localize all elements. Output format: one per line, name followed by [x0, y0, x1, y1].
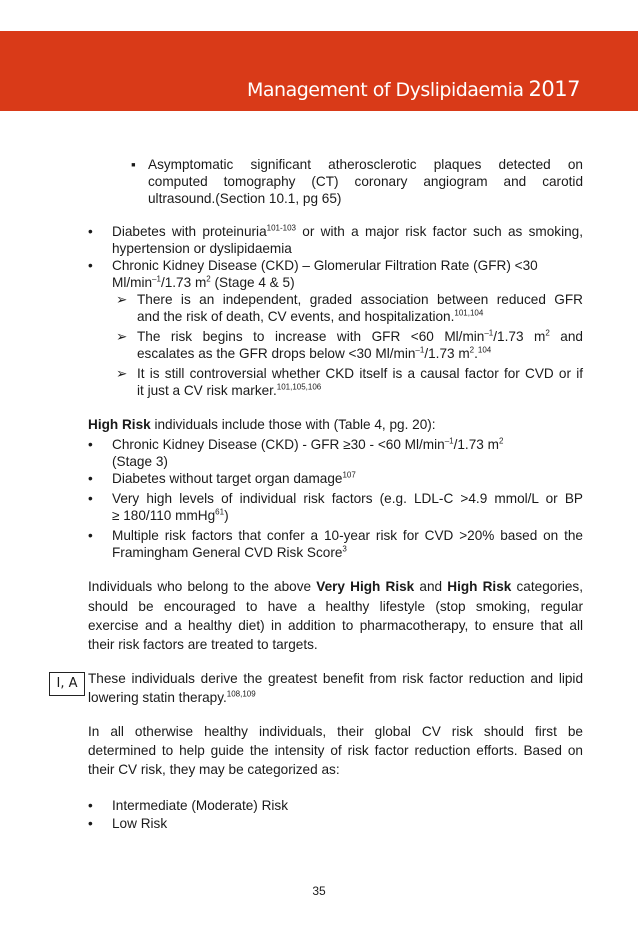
h2-text: Diabetes without target organ damage: [112, 471, 343, 486]
para1-line1: [88, 578, 583, 595]
s2-unit: /1.73 m: [493, 329, 546, 344]
s2-sup4: 2: [469, 345, 475, 355]
h1-text: Chronic Kidney Disease (CKD) - GFR ≥30 - <60 Ml/min: [112, 437, 445, 452]
para1-and: and: [414, 579, 448, 594]
b1-text-cont: or with a major risk factor such as smoking,: [296, 224, 583, 239]
arrow-bullet: ➢: [116, 329, 128, 344]
b1-citation: 101-103: [266, 223, 296, 233]
category-item: Low Risk: [112, 816, 168, 831]
s2-unit2: /1.73 m: [424, 346, 470, 361]
header-year: 2017: [528, 77, 580, 101]
dot-bullet: •: [88, 816, 93, 831]
s1-citation: 101,104: [454, 308, 484, 318]
para3-line3: their CV risk, they may be categorized as:: [88, 762, 340, 777]
s1-line2: [137, 308, 583, 325]
s2-line2: [137, 345, 583, 362]
h3-text: ≥ 180/110 mmHg: [112, 508, 216, 523]
b1-line2: hypertension or dyslipidaemia: [112, 241, 292, 256]
para2-line2: [88, 689, 583, 706]
para2-line1: These individuals derive the greatest benefit from risk factor reduction and lipid: [88, 671, 583, 686]
p1-line1: Asymptomatic significant atherosclerotic plaques detected on: [148, 157, 583, 172]
s3-text: it just a CV risk marker.: [137, 383, 277, 398]
h3-paren: ): [224, 508, 229, 523]
header-band: [0, 31, 638, 111]
b1-line1: [112, 223, 583, 240]
dot-bullet: •: [88, 528, 93, 543]
para1-text: Individuals who belong to the above: [88, 579, 317, 594]
s2-sup1: –1: [484, 328, 494, 338]
header-title: [247, 77, 580, 101]
b2-unit2: /1.73 m: [160, 275, 207, 290]
b1-text: Diabetes with proteinuria: [112, 224, 267, 239]
page-number: 35: [312, 884, 326, 898]
h1-line1: [112, 436, 583, 453]
b2-line2: [112, 274, 583, 291]
para3-line2: determined to help guide the intensity of risk factor reduction efforts. Based on: [88, 743, 583, 758]
dot-bullet: •: [88, 258, 93, 273]
s3-line2: [137, 382, 583, 399]
s3-citation: 101,105,106: [276, 382, 322, 392]
s2-sup2: 2: [545, 328, 550, 338]
evidence-level-label: I, A: [49, 672, 85, 696]
dot-bullet: •: [88, 437, 93, 452]
s2-and: and: [549, 329, 583, 344]
h4-citation: 3: [342, 544, 347, 554]
para3-line1: In all otherwise healthy individuals, their global CV risk should first be: [88, 724, 583, 739]
h1-line2: (Stage 3): [112, 454, 168, 469]
header-title-text: Management of Dyslipidaemia: [247, 79, 524, 101]
para1-line3: exercise and a healthy diet) in addition to pharmacotherapy, to ensure that all: [88, 618, 583, 633]
high-risk-rest: individuals include those with (Table 4, pg. 20):: [150, 417, 436, 432]
s2-text: The risk begins to increase with GFR <60 Ml/min: [137, 329, 485, 344]
b2-unit: Ml/min: [112, 275, 153, 290]
dot-bullet: •: [88, 224, 93, 239]
dot-bullet: •: [88, 798, 93, 813]
h3-citation: 61: [215, 507, 225, 517]
h4-text: Framingham General CVD Risk Score: [112, 545, 343, 560]
para2-text: lowering statin therapy.: [88, 690, 227, 705]
arrow-bullet: ➢: [116, 366, 128, 381]
para1-line2: should be encouraged to have a healthy lifestyle (stop smoking, regular: [88, 599, 583, 614]
square-bullet: ▪: [131, 157, 136, 172]
s2-sup3: –1: [415, 345, 425, 355]
h1-unit: /1.73 m: [453, 437, 499, 452]
h2-citation: 107: [342, 470, 356, 480]
h2-line1: [112, 470, 583, 487]
high-risk-intro: [88, 416, 583, 433]
p1-line2: computed tomography (CT) coronary angiogram and carotid: [148, 174, 583, 189]
p1-line3: ultrasound.(Section 10.1, pg 65): [148, 191, 342, 206]
h3-line1: Very high levels of individual risk factors (e.g. LDL-C >4.9 mmol/L or BP: [112, 491, 583, 506]
s1-text: and the risk of death, CV events, and hospitalization.: [137, 309, 455, 324]
dot-bullet: •: [88, 471, 93, 486]
h4-line2: [112, 544, 583, 561]
h3-line2: [112, 507, 583, 524]
b2-stage: (Stage 4 & 5): [210, 275, 295, 290]
s2-period: .: [474, 346, 478, 361]
s2-line1: [137, 328, 583, 345]
s1-line1: There is an independent, graded association between reduced GFR: [137, 292, 583, 307]
h4-line1: Multiple risk factors that confer a 10-year risk for CVD >20% based on the: [112, 528, 583, 543]
s2-citation: 104: [477, 345, 492, 355]
para1-line4: their risk factors are treated to targets.: [88, 637, 318, 652]
b2-sup1: –1: [152, 274, 161, 284]
very-high-risk-term: Very High Risk: [316, 579, 415, 594]
b2-line1: Chronic Kidney Disease (CKD) – Glomerular Filtration Rate (GFR) <30: [112, 258, 538, 273]
para2-citation: 108,109: [226, 689, 256, 699]
high-risk-term: High Risk: [88, 417, 151, 432]
dot-bullet: •: [88, 491, 93, 506]
b2-sup2: 2: [206, 274, 211, 284]
para1-cont: categories,: [511, 579, 584, 594]
arrow-bullet: ➢: [116, 292, 128, 307]
h1-sup2: 2: [498, 436, 504, 446]
high-risk-term: High Risk: [447, 579, 512, 594]
s3-line1: It is still controversial whether CKD itself is a causal factor for CVD or if: [137, 366, 583, 381]
category-item: Intermediate (Moderate) Risk: [112, 798, 289, 813]
h1-sup1: –1: [444, 436, 454, 446]
s2-text2: escalates as the GFR drops below <30 Ml/min: [137, 346, 416, 361]
